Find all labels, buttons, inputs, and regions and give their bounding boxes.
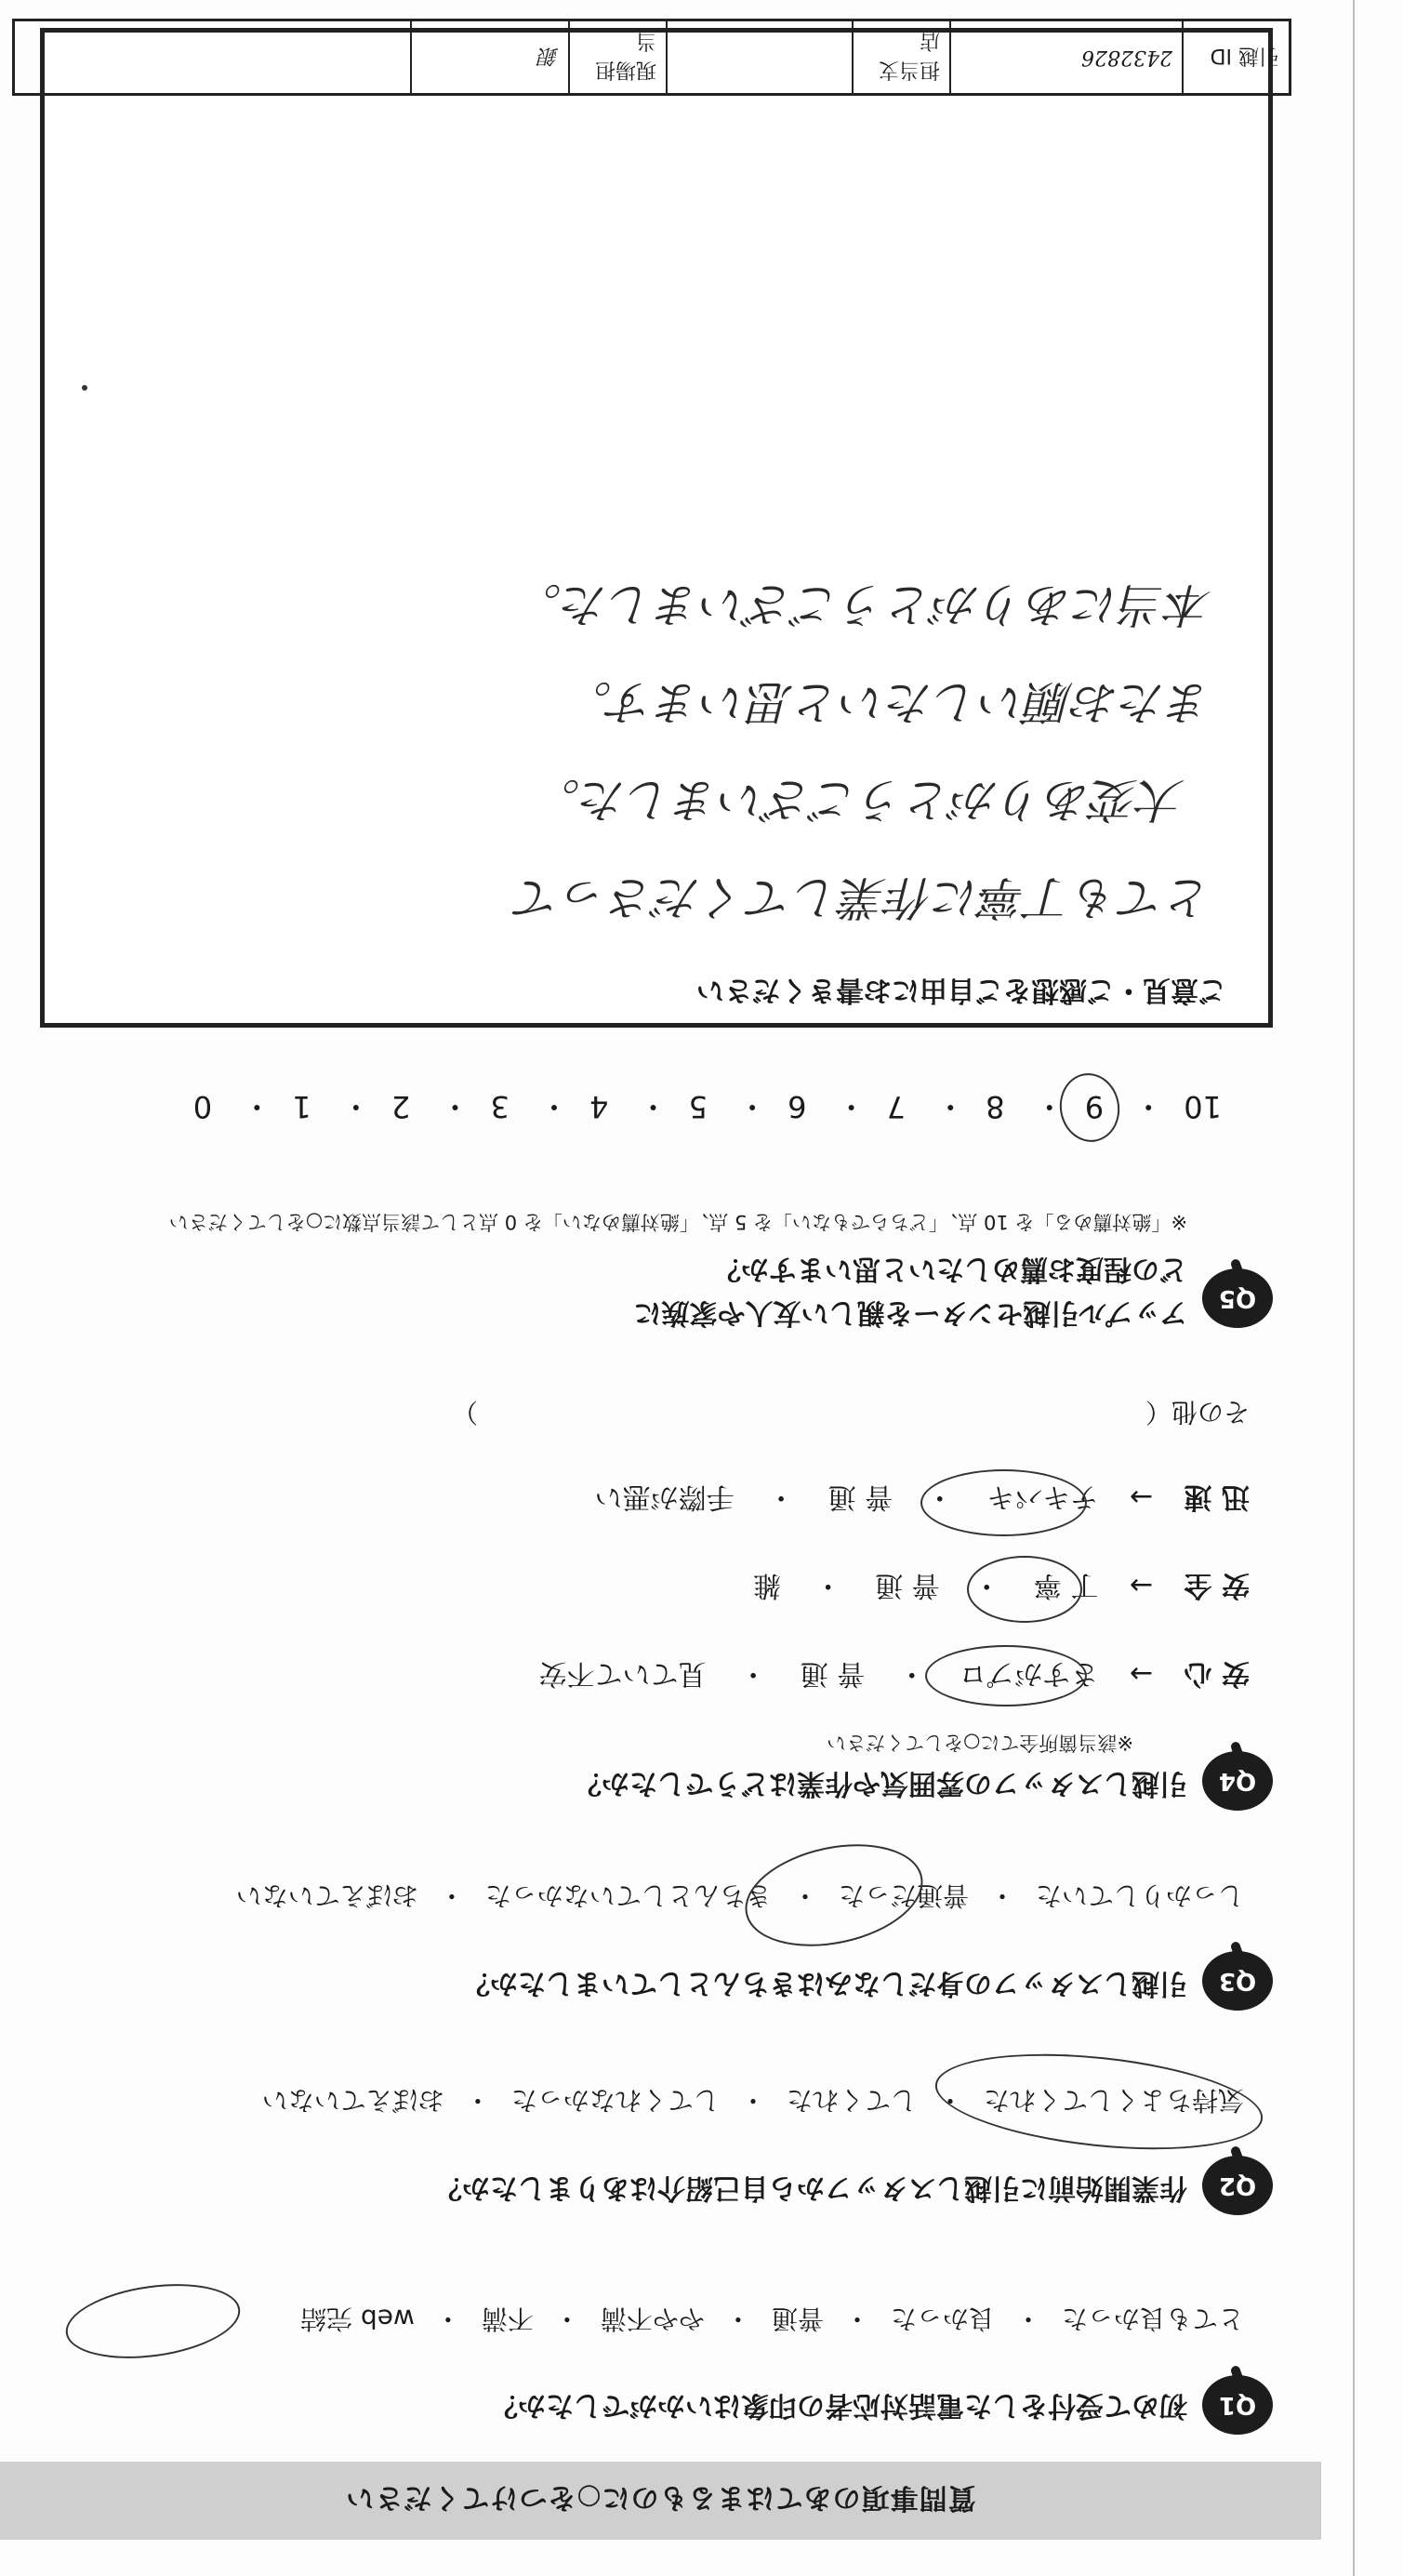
q5-score-selected[interactable]: 9 [1084,1089,1105,1124]
q2-badge: Q2 [1202,2156,1273,2215]
q1-badge: Q1 [1202,2375,1273,2435]
q5-badge: Q5 [1202,1268,1273,1328]
q5-note: ※「絶対薦める」を 10 点、「どちらでもない」を 5 点、「絶対薦めない」を 0 点として該当点数に○をしてください [168,1211,1187,1233]
q5-score[interactable]: 6 [788,1089,807,1124]
q4-badge: Q4 [1202,1751,1273,1811]
person-value: 銀 [410,21,568,93]
q4-other-close: ） [452,1397,479,1427]
q3-option[interactable]: きちんとしていなかった [484,1880,772,1911]
q4-category: 安 心 [1184,1657,1250,1690]
id-label: 引越 ID [1182,21,1289,93]
person-label: 現場担当 [568,21,666,93]
q1-options: とても良かった ・ 良かった ・ 普通 ・ やや不満 ・ 不満 ・ web 完結 [295,2302,1250,2339]
q4-anshin-circle [925,1645,1087,1706]
footer-id-table [12,19,1291,96]
q2-option-selected[interactable]: 気持ちよくしてくれた [983,2085,1244,2116]
comment-line: またお願いしたいと思います。 [565,675,1212,729]
q2-options: 気持ちよくしてくれた ・ してくれた ・ してくれなかった ・ おぼえていない [257,2083,1250,2120]
q2-option[interactable]: してくれなかった [510,2085,720,2116]
q4-jinsoku-circle [920,1469,1087,1536]
q5-question-line2: どの程度お薦めしたいと思いますか？ [713,1253,1187,1285]
q1-option-selected[interactable]: web 完結 [300,2304,415,2334]
q5-scale: 10・ 9・ 8・ 7・ 6・ 5・ 4・ 3・ 2・ 1・ 0 [192,1089,1222,1124]
q4-option[interactable]: 普 通 [800,1657,866,1690]
q4-option[interactable]: 手際が悪い [594,1481,735,1513]
q4-option-selected[interactable]: さすがプロ [959,1657,1099,1690]
q5-score[interactable]: 1 [292,1089,311,1124]
q5-score[interactable]: 10 [1184,1089,1222,1124]
q1-question: 初めて受付をした電話対応者の印象はいかがでしたか？ [490,2389,1187,2422]
q3-option-selected[interactable]: 普通だった [838,1880,969,1911]
q5-score[interactable]: 4 [589,1089,609,1124]
q5-question-line1: アップル引越センターを親しい友人や家族に [633,1296,1187,1329]
q4-option-selected[interactable]: テキパキ [986,1481,1099,1513]
q4-other-label: その他（ [1145,1397,1250,1427]
q4-anzen-circle [967,1556,1082,1623]
comment-title: ご意見・ご感想をご自由にお書きください [696,974,1226,1006]
q1-selection-circle [61,2274,245,2369]
q5-score[interactable]: 5 [688,1089,708,1124]
q2-question: 作業開始前に引越しスタッフから自己紹介はありましたか？ [434,2171,1187,2204]
q2-option[interactable]: おぼえていない [261,2085,444,2116]
q2-option[interactable]: してくれた [786,2085,917,2116]
q4-row-anshin: 安 心 → さすがプロ ・ 普 通 ・ 見ていて不安 [538,1657,1250,1690]
q3-selection-circle [735,1829,932,1961]
q3-options: しっかりしていた ・ 普通だった ・ きちんとしていなかった ・ おぼえていない [231,1879,1250,1916]
comment-line: 本当にありがとうございました。 [515,578,1212,631]
q1-option[interactable]: とても良かった [1061,2304,1244,2334]
q5-score[interactable]: 8 [986,1089,1005,1124]
comment-box[interactable] [40,28,1273,1028]
q5-score[interactable]: 2 [390,1089,411,1124]
q3-option[interactable]: しっかりしていた [1035,1880,1244,1911]
q2-selection-circle [931,2040,1267,2163]
q3-option[interactable]: おぼえていない [235,1880,418,1911]
q4-option[interactable]: 普 通 [827,1481,893,1513]
q3-question: 引越しスタッフの身だしなみはきちんとしていましたか？ [462,1967,1187,1999]
q5-score[interactable]: 0 [192,1089,213,1124]
q4-category: 安 全 [1184,1569,1250,1601]
q1-option[interactable]: 良かった [890,2304,995,2334]
q4-row-jinsoku: 迅 速 → テキパキ ・ 普 通 ・ 手際が悪い [594,1481,1250,1513]
q5-score[interactable]: 3 [490,1089,510,1124]
q4-option[interactable]: 普 通 [875,1569,940,1601]
instruction-banner: 質問事項のあてはまるものに○をつけてください [0,2462,1321,2540]
id-value: 2432826 [949,21,1182,93]
comment-line: とても丁寧に作業してくださって [515,870,1212,924]
q4-note: ※該当箇所全てに○をしてください [827,1732,1133,1754]
q4-question: 引越しスタッフの雰囲気や作業はどうでしたか？ [574,1767,1187,1799]
q5-score[interactable]: 7 [886,1089,906,1124]
q1-option[interactable]: 普通 [771,2304,824,2334]
q5-selection-circle [1054,1069,1125,1147]
ink-dot [82,385,87,391]
branch-value [666,21,852,93]
footer-blank-cell [15,21,410,93]
q4-option-selected[interactable]: 丁 寧 [1033,1569,1099,1601]
q1-option[interactable]: やや不満 [600,2304,705,2334]
q1-option[interactable]: 不満 [481,2304,534,2334]
q4-option[interactable]: 雑 [753,1569,782,1601]
q4-category: 迅 速 [1184,1481,1250,1513]
q3-badge: Q3 [1202,1951,1273,2011]
comment-line: 大変ありがとうございました。 [534,773,1185,827]
branch-label: 担当支店 [852,21,949,93]
q4-other [452,1395,1250,1432]
q4-option[interactable]: 見ていて不安 [538,1657,707,1690]
q4-row-anzen: 安 全 → 丁 寧 ・ 普 通 ・ 雑 [753,1569,1250,1601]
